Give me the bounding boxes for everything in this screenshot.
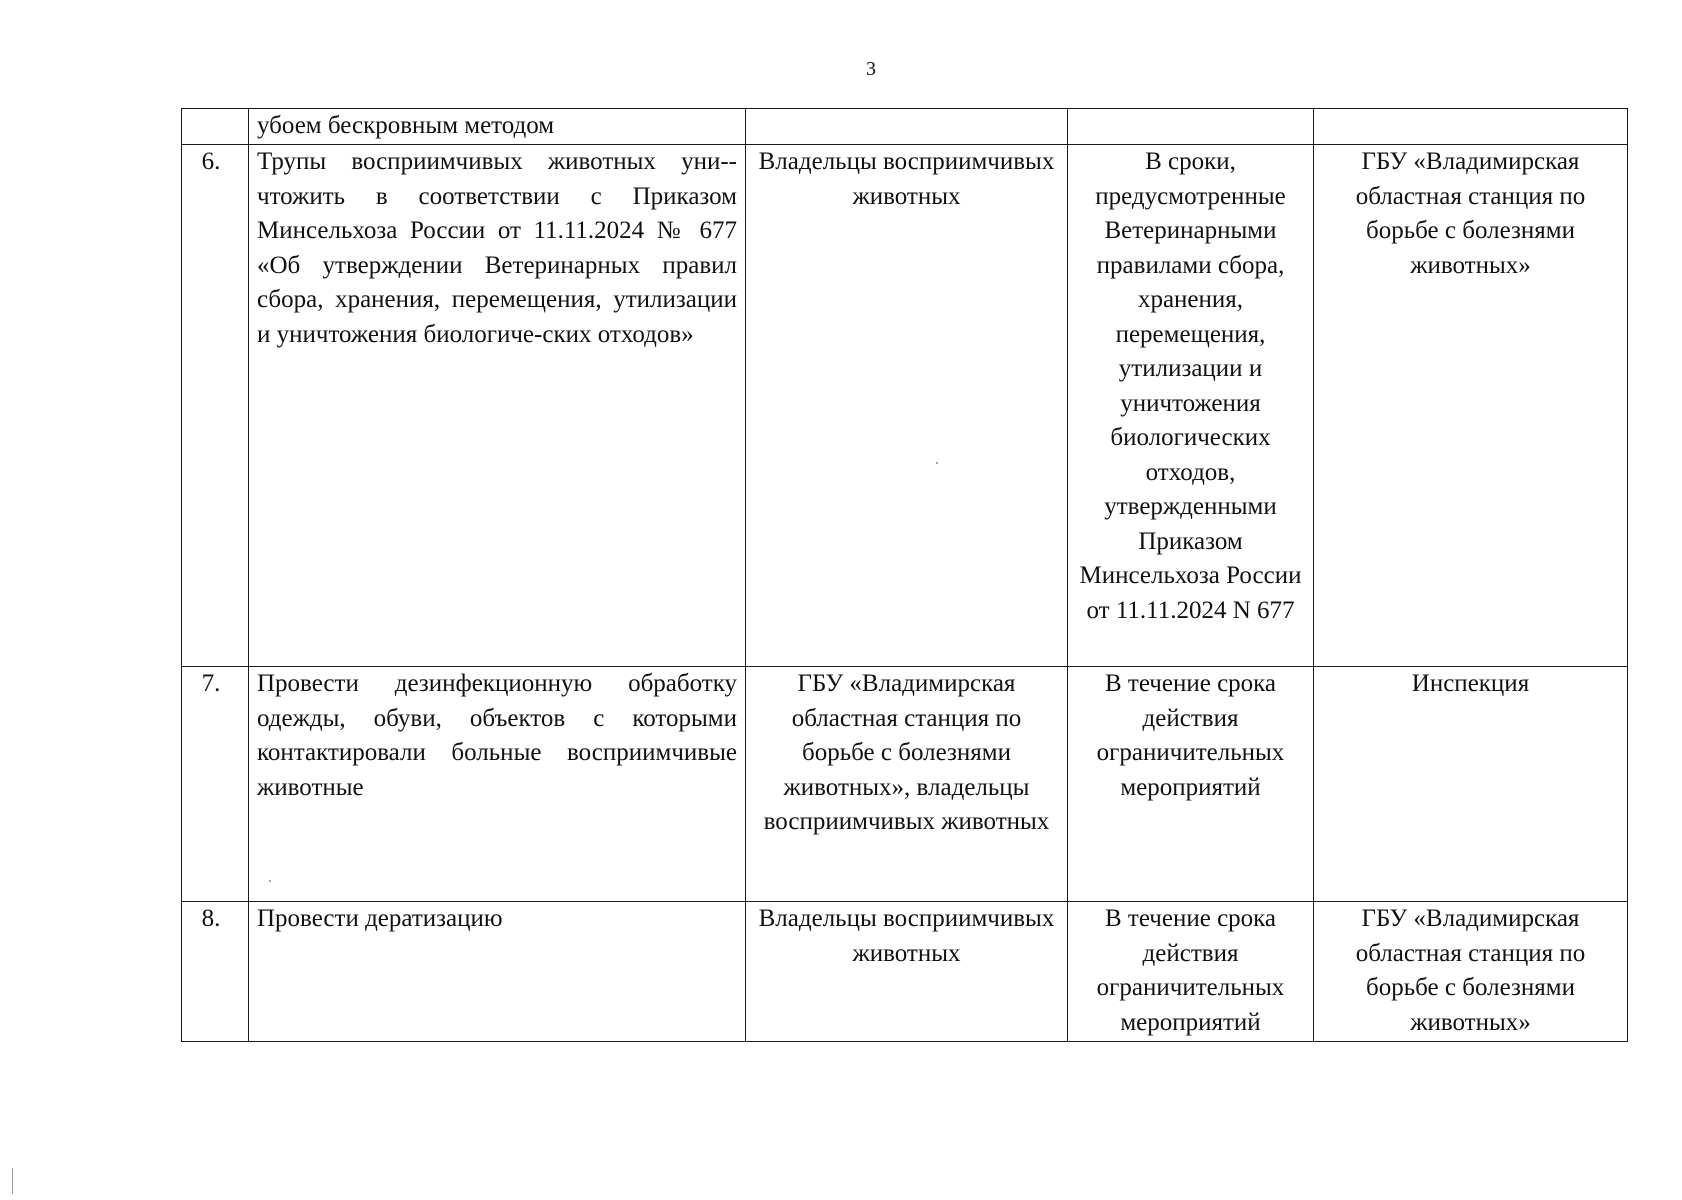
measures-table: [181, 108, 1628, 1042]
action-text: Провести дератизацию: [249, 902, 746, 1042]
term-text: В сроки, предусмотренные Ветеринарными правилами сбора, хранения, перемещения, утилизации и уничтожения биологических отходов, утвержденными Приказом Минсельхоза России от 11.11.2024 N 677: [1068, 145, 1314, 667]
executor-text: Владельцы восприимчивых животных: [746, 145, 1068, 667]
action-text: Трупы восприимчивых животных уни-чтожить в соответствии с Приказом Минсельхоза России от 11.11.2024 № 677 «Об утверждении Ветеринарных правил сбора, хранения, перемещения, утилизации и уничтожения биологиче-ских отходов»: [249, 145, 746, 667]
scan-speck: [936, 462, 938, 464]
table-row: [182, 667, 1628, 902]
table-row: [182, 902, 1628, 1042]
scan-speck: [269, 880, 271, 882]
row-number: 7.: [182, 667, 249, 902]
table-row: [182, 109, 1628, 145]
action-text: убоем бескровным методом: [249, 109, 746, 145]
term-text: [1068, 109, 1314, 145]
row-number: [182, 109, 249, 145]
scan-edge-mark: [12, 1168, 13, 1194]
row-number: 8.: [182, 902, 249, 1042]
control-text: ГБУ «Владимирская областная станция по борьбе с болезнями животных»: [1314, 902, 1628, 1042]
executor-text: [746, 109, 1068, 145]
action-text: Провести дезинфекционную обработку одежды, обуви, объектов с которыми контактировали больные восприимчивые животные: [249, 667, 746, 902]
term-text: В течение срока действия ограничительных мероприятий: [1068, 667, 1314, 902]
page-number: 3: [866, 58, 876, 80]
table-row: [182, 145, 1628, 667]
executor-text: ГБУ «Владимирская областная станция по борьбе с болезнями животных», владельцы восприимчивых животных: [746, 667, 1068, 902]
control-text: ГБУ «Владимирская областная станция по борьбе с болезнями животных»: [1314, 145, 1628, 667]
executor-text: Владельцы восприимчивых животных: [746, 902, 1068, 1042]
control-text: Инспекция: [1314, 667, 1628, 902]
term-text: В течение срока действия ограничительных мероприятий: [1068, 902, 1314, 1042]
control-text: [1314, 109, 1628, 145]
row-number: 6.: [182, 145, 249, 667]
